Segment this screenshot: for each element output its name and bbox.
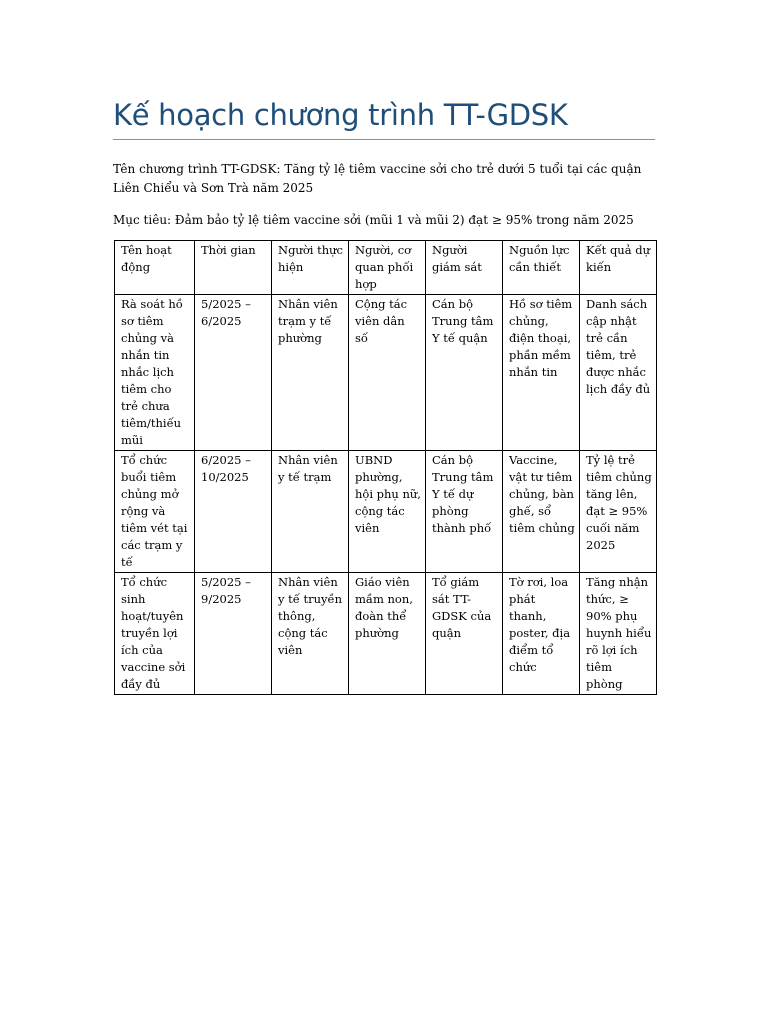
cell-expected-result: Tăng nhận thức, ≥ 90% phụ huynh hiểu rõ lợi ích tiêm phòng — [580, 573, 657, 695]
cell-implementer: Nhân viên trạm y tế phường — [272, 295, 349, 451]
cell-resources: Hồ sơ tiêm chủng, điện thoại, phần mềm nhắn tin — [503, 295, 580, 451]
cell-expected-result: Danh sách cập nhật trẻ cần tiêm, trẻ được nhắc lịch đầy đủ — [580, 295, 657, 451]
header-time: Thời gian — [195, 241, 272, 295]
table-header-row — [115, 241, 657, 295]
header-supervisor: Người giám sát — [426, 241, 503, 295]
program-name-paragraph: Tên chương trình TT-GDSK: Tăng tỷ lệ tiêm vaccine sởi cho trẻ dưới 5 tuổi tại các quận Liên Chiểu và Sơn Trà năm 2025 — [113, 162, 642, 195]
cell-time: 6/2025 – 10/2025 — [195, 451, 272, 573]
cell-coordinator: Giáo viên mầm non, đoàn thể phường — [349, 573, 426, 695]
cell-supervisor: Cán bộ Trung tâm Y tế quận — [426, 295, 503, 451]
cell-expected-result: Tỷ lệ trẻ tiêm chủng tăng lên, đạt ≥ 95% cuối năm 2025 — [580, 451, 657, 573]
cell-activity: Tổ chức buổi tiêm chủng mở rộng và tiêm vét tại các trạm y tế — [115, 451, 195, 573]
cell-supervisor: Cán bộ Trung tâm Y tế dự phòng thành phố — [426, 451, 503, 573]
cell-time: 5/2025 – 6/2025 — [195, 295, 272, 451]
cell-resources: Vaccine, vật tư tiêm chủng, bàn ghế, sổ tiêm chủng — [503, 451, 580, 573]
objective-paragraph: Mục tiêu: Đảm bảo tỷ lệ tiêm vaccine sởi (mũi 1 và mũi 2) đạt ≥ 95% trong năm 2025 — [113, 213, 634, 227]
table-row — [115, 451, 657, 573]
cell-resources: Tờ rơi, loa phát thanh, poster, địa điểm tổ chức — [503, 573, 580, 695]
header-expected-result: Kết quả dự kiến — [580, 241, 657, 295]
activity-plan-table — [114, 240, 657, 695]
cell-coordinator: Cộng tác viên dân số — [349, 295, 426, 451]
header-activity: Tên hoạt động — [115, 241, 195, 295]
cell-implementer: Nhân viên y tế truyền thông, cộng tác viên — [272, 573, 349, 695]
header-coordinator: Người, cơ quan phối hợp — [349, 241, 426, 295]
cell-implementer: Nhân viên y tế trạm — [272, 451, 349, 573]
table-row — [115, 573, 657, 695]
cell-supervisor: Tổ giám sát TT-GDSK của quận — [426, 573, 503, 695]
header-resources: Nguồn lực cần thiết — [503, 241, 580, 295]
cell-activity: Rà soát hồ sơ tiêm chủng và nhắn tin nhắc lịch tiêm cho trẻ chưa tiêm/thiếu mũi — [115, 295, 195, 451]
title-underline — [113, 139, 655, 140]
cell-time: 5/2025 – 9/2025 — [195, 573, 272, 695]
page-title: Kế hoạch chương trình TT-GDSK — [113, 98, 568, 132]
cell-coordinator: UBND phường, hội phụ nữ, cộng tác viên — [349, 451, 426, 573]
table-row — [115, 295, 657, 451]
cell-activity: Tổ chức sinh hoạt/tuyên truyền lợi ích của vaccine sởi đầy đủ — [115, 573, 195, 695]
header-implementer: Người thực hiện — [272, 241, 349, 295]
